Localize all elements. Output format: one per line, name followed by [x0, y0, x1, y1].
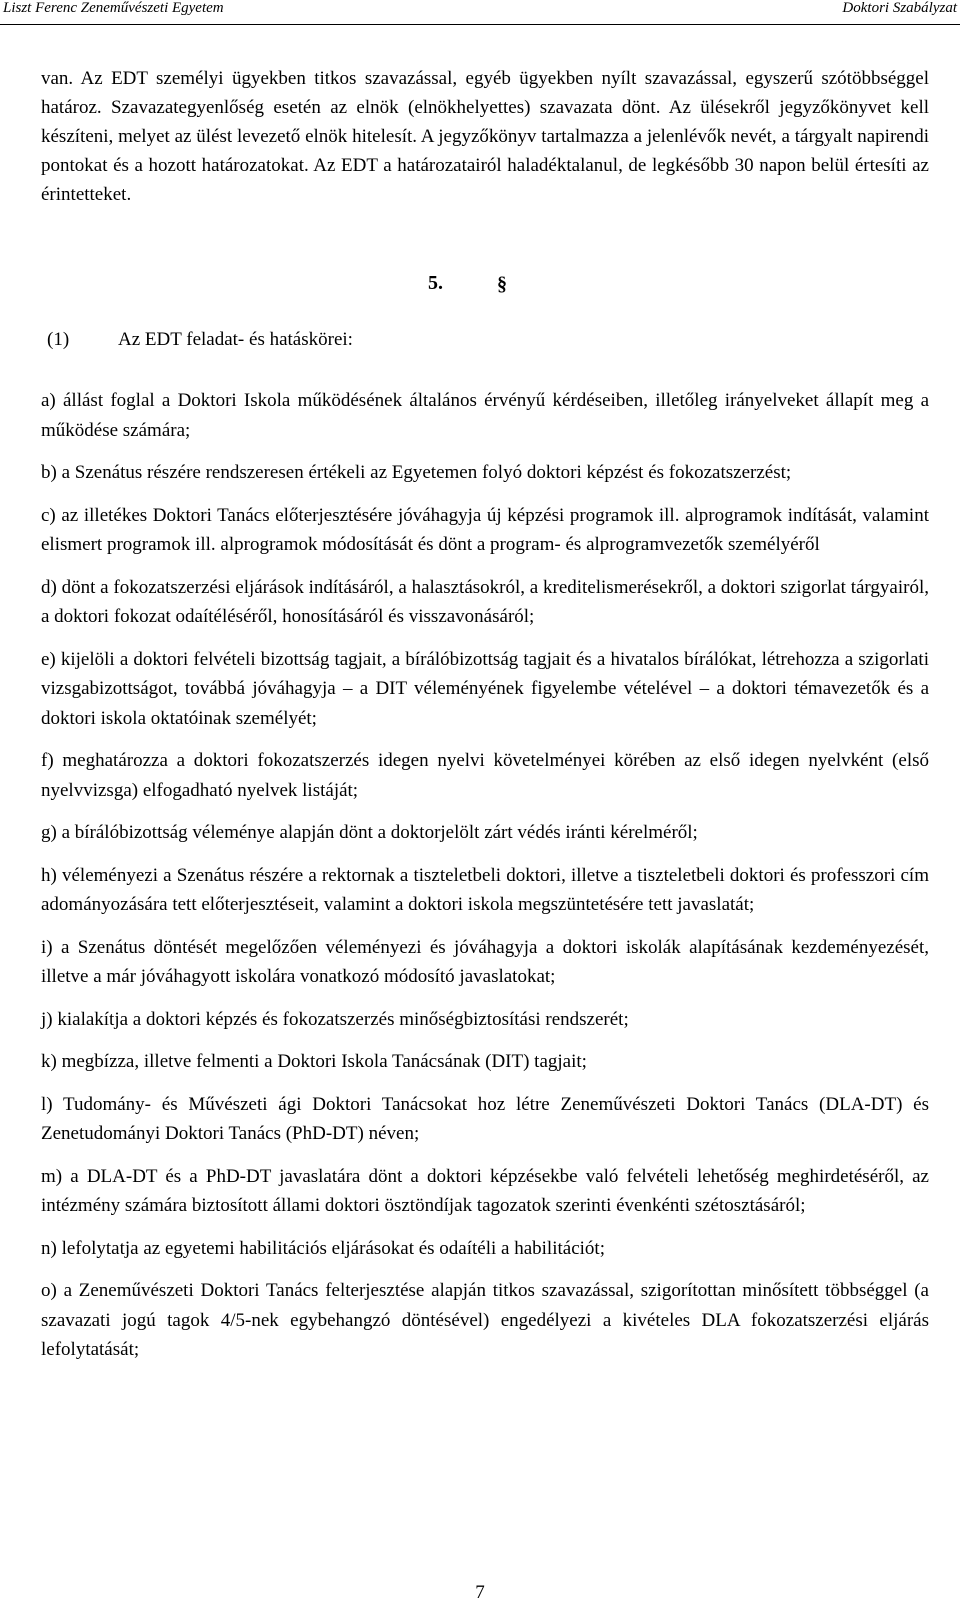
- list-item: i) a Szenátus döntését megelőzően véleményezi és jóváhagyja a doktori iskolák alapításának kezdeményezését, illetve a már jóváhagyott iskolára vonatkozó módosító javaslatokat;: [41, 936, 929, 987]
- page-header: [0, 0, 960, 20]
- list-item: a) állást foglal a Doktori Iskola működésének általános érvényű kérdéseiben, illetőleg irányelveket állapít meg a működése számára;: [41, 390, 929, 441]
- section-number: 5.: [428, 272, 443, 294]
- list-item: c) az illetékes Doktori Tanács előterjesztésére jóváhagyja új képzési programok ill. alprogramok indítását, valamint elismert programok ill. alprogramok módosítását és dönt a program- és alprogramvezetők személyéről: [41, 504, 929, 555]
- list-item: m) a DLA-DT és a PhD-DT javaslatára dönt a doktori képzésekbe való felvételi lehetőség meghirdetéséről, az intézmény számára biztosított állami doktori ösztöndíjak tagozatok szerinti évenkénti szétosztásáról;: [41, 1165, 929, 1216]
- list-item: d) dönt a fokozatszerzési eljárások indításáról, a halasztásokról, a kreditelismerésekről, a doktori szigorlat tárgyairól, a doktori fokozat odaítéléséről, honosításáról és visszavonásáról;: [41, 576, 929, 627]
- list-item: f) meghatározza a doktori fokozatszerzés idegen nyelvi követelményei körében az első idegen nyelvként (első nyelvvizsga) elfogadható nyelvek listáját;: [41, 750, 929, 801]
- competence-list: [41, 386, 929, 1378]
- item1-text: Az EDT feladat- és hatáskörei:: [118, 329, 353, 350]
- header-rule: [0, 24, 960, 25]
- item1-heading: [47, 329, 353, 351]
- list-item: b) a Szenátus részére rendszeresen értékeli az Egyetemen folyó doktori képzést és fokozatszerzést;: [41, 462, 792, 483]
- list-item: h) véleményezi a Szenátus részére a rektornak a tiszteletbeli doktori, illetve a tiszteletbeli doktori és professzori cím adományozására tett előterjesztéseit, valamint a doktori iskola megszüntetésére tett javaslatát;: [41, 864, 929, 915]
- header-institution: Liszt Ferenc Zeneművészeti Egyetem: [3, 0, 224, 16]
- section-sign: §: [497, 273, 507, 295]
- intro-paragraph-block: [41, 64, 929, 209]
- list-item: j) kialakítja a doktori képzés és fokozatszerzés minőségbiztosítási rendszerét;: [41, 1008, 629, 1030]
- list-item: k) megbízza, illetve felmenti a Doktori Iskola Tanácsának (DIT) tagjait;: [41, 1051, 587, 1072]
- page-number: 7: [475, 1582, 485, 1603]
- list-item: e) kijelöli a doktori felvételi bizottság tagjait, a bírálóbizottság tagjait és a hivatalos bírálókat, létrehozza a szigorlati vizsgabizottságot, továbbá jóváhagyja – a DIT véleményének figyelembe vételével – a doktori témavezetők és a doktori iskola oktatóinak személyét;: [41, 648, 929, 729]
- list-item: o) a Zeneművészeti Doktori Tanács felterjesztése alapján titkos szavazással, szigorítottan minősített többséggel (a szavazati jogú tagok 4/5-nek egybehangzó döntésével) engedélyezi a kivételes DLA fokozatszerzési eljárás lefolytatását;: [41, 1280, 929, 1360]
- item1-label: (1): [47, 329, 70, 350]
- header-document-title: Doktori Szabályzat: [842, 0, 957, 16]
- list-item: g) a bírálóbizottság véleménye alapján dönt a doktorjelölt zárt védés iránti kérelméről;: [41, 822, 698, 843]
- intro-paragraph: van. Az EDT személyi ügyekben titkos szavazással, egyéb ügyekben nyílt szavazással, egyszerű szótöbbséggel határoz. Szavazategyenlőség esetén az elnök (elnökhelyettes) szavazata dönt. Az ülésekről jegyzőkönyvet kell készíteni, melyet az ülést levezető elnök hitelesít. A jegyzőkönyv tartalmazza a jelenlévők nevét, a tárgyalt napirendi pontokat és a hozott határozatokat. Az EDT a határozatairól haladéktalanul, de legkésőbb 30 napon belül értesíti az érintetteket.: [41, 68, 929, 205]
- list-item: n) lefolytatja az egyetemi habilitációs eljárásokat és odaítéli a habilitációt;: [41, 1237, 605, 1259]
- list-item: l) Tudomány- és Művészeti ági Doktori Tanácsokat hoz létre Zeneművészeti Doktori Tanács (DLA-DT) és Zenetudományi Doktori Tanács (PhD-DT) néven;: [41, 1093, 929, 1144]
